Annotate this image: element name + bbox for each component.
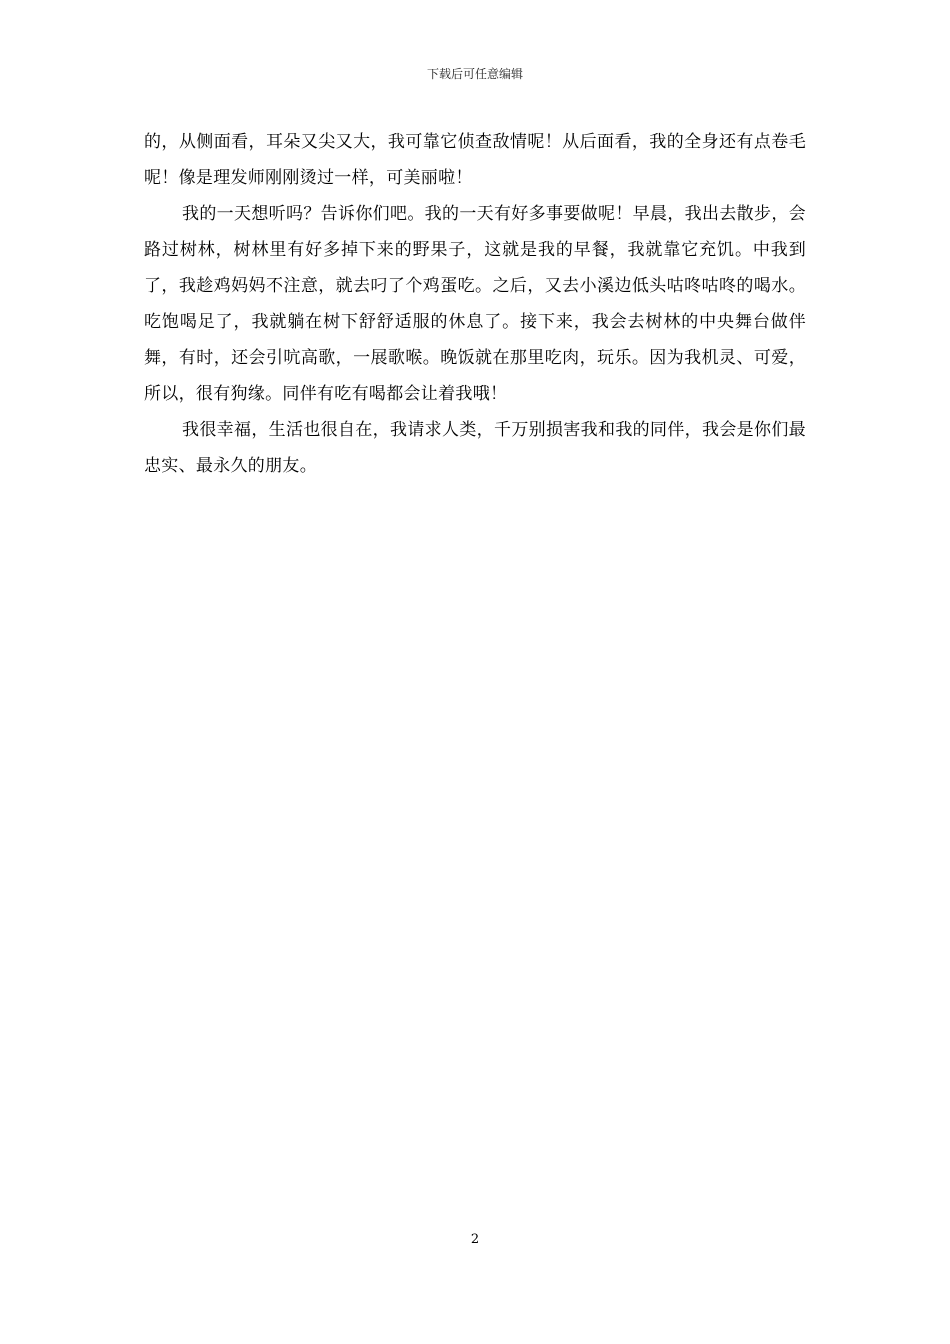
paragraph-continued: 的，从侧面看，耳朵又尖又大，我可靠它侦查敌情呢！从后面看，我的全身还有点卷毛呢！像是理发师刚刚烫过一样，可美丽啦！ [144,132,806,188]
page-number: 2 [470,1232,480,1247]
paragraph-daily-routine: 我的一天想听吗？告诉你们吧。我的一天有好多事要做呢！早晨，我出去散步，会路过树林，树林里有好多掉下来的野果子，这就是我的早餐，我就靠它充饥。中我到了，我趁鸡妈妈不注意，就去叼了个鸡蛋吃。之后，又去小溪边低头咕咚咕咚的喝水。吃饱喝足了，我就躺在树下舒舒适服的休息了。接下来，我会去树林的中央舞台做伴舞，有时，还会引吭高歌，一展歌喉。晚饭就在那里吃肉，玩乐。因为我机灵、可爱，所以，很有狗缘。同伴有吃有喝都会让着我哦！ [144,204,806,404]
paragraph-closing: 我很幸福，生活也很自在，我请求人类，千万别损害我和我的同伴，我会是你们最忠实、最永久的朋友。 [144,420,806,476]
document-body [144,124,806,484]
page-header: 下载后可任意编辑 [426,67,523,81]
